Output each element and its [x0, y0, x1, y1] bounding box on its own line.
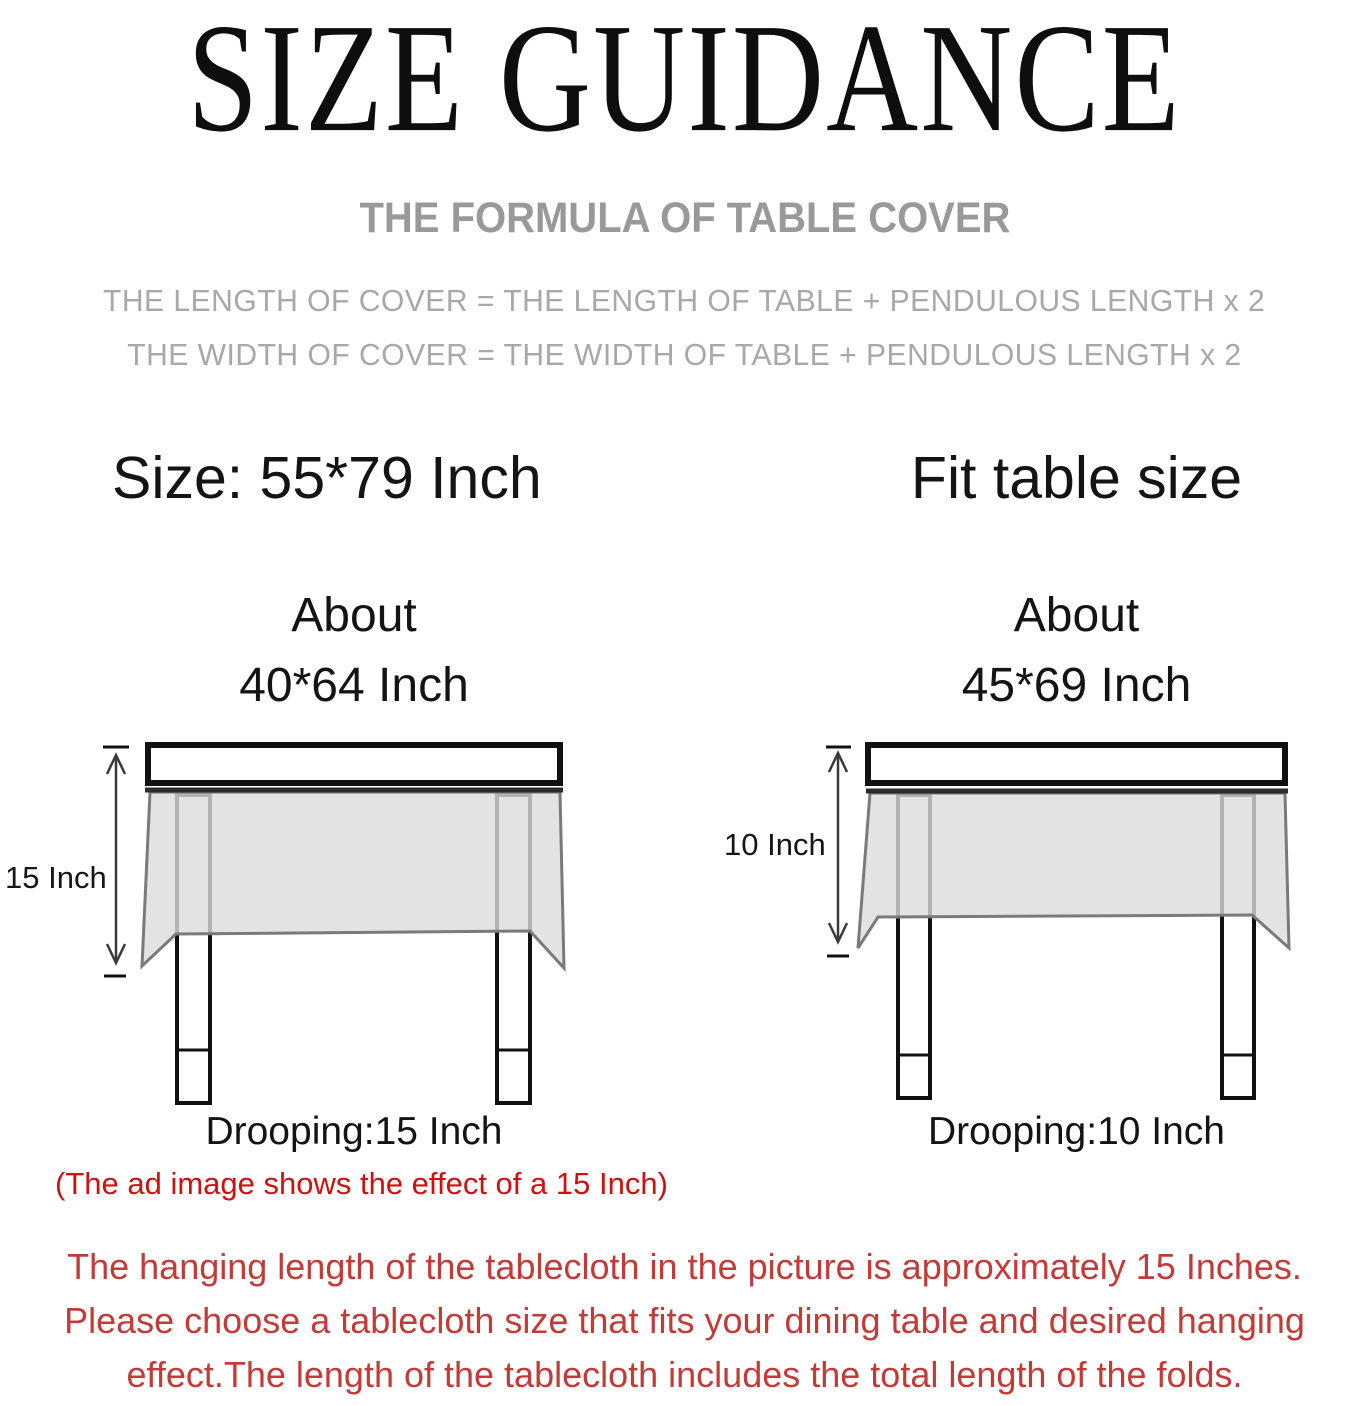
formula-line-length: THE LENGTH OF COVER = THE LENGTH OF TABLE + PENDULOUS LENGTH x 2 [103, 283, 1266, 318]
bottom-note-line-3: effect.The length of the tablecloth includes the total length of the folds. [126, 1354, 1243, 1395]
bottom-note-line-1: The hanging length of the tablecloth in the picture is approximately 15 Inches. [67, 1246, 1302, 1287]
bottom-note-line-2: Please choose a tablecloth size that fits your dining table and desired hanging [64, 1300, 1305, 1341]
right-drop-dimension-arrow-icon [826, 747, 851, 956]
left-about-label: About [291, 589, 417, 642]
left-drop-dimension-arrow-icon [103, 747, 129, 976]
left-tabletop [148, 745, 560, 783]
left-table-size: 40*64 Inch [239, 659, 469, 712]
left-drooping-caption: Drooping:15 Inch [205, 1110, 503, 1153]
formula-heading: THE FORMULA OF TABLE COVER [359, 194, 1010, 242]
page-title: SIZE GUIDANCE [187, 0, 1182, 165]
formula-line-width: THE WIDTH OF COVER = THE WIDTH OF TABLE + PENDULOUS LENGTH x 2 [127, 337, 1242, 372]
right-drooping-caption: Drooping:10 Inch [927, 1110, 1226, 1153]
fit-table-size-heading: Fit table size [910, 445, 1243, 511]
right-about-label: About [1013, 589, 1140, 642]
left-drop-length-label: 15 Inch [5, 860, 107, 895]
left-table-diagram [103, 745, 564, 1103]
right-table-diagram [826, 745, 1289, 1098]
right-tabletop [868, 745, 1285, 783]
right-drop-length-label: 10 Inch [724, 827, 826, 862]
cover-size-heading: Size: 55*79 Inch [112, 445, 542, 511]
right-table-size: 45*69 Inch [961, 659, 1192, 712]
ad-image-note: (The ad image shows the effect of a 15 Inch) [55, 1166, 668, 1201]
